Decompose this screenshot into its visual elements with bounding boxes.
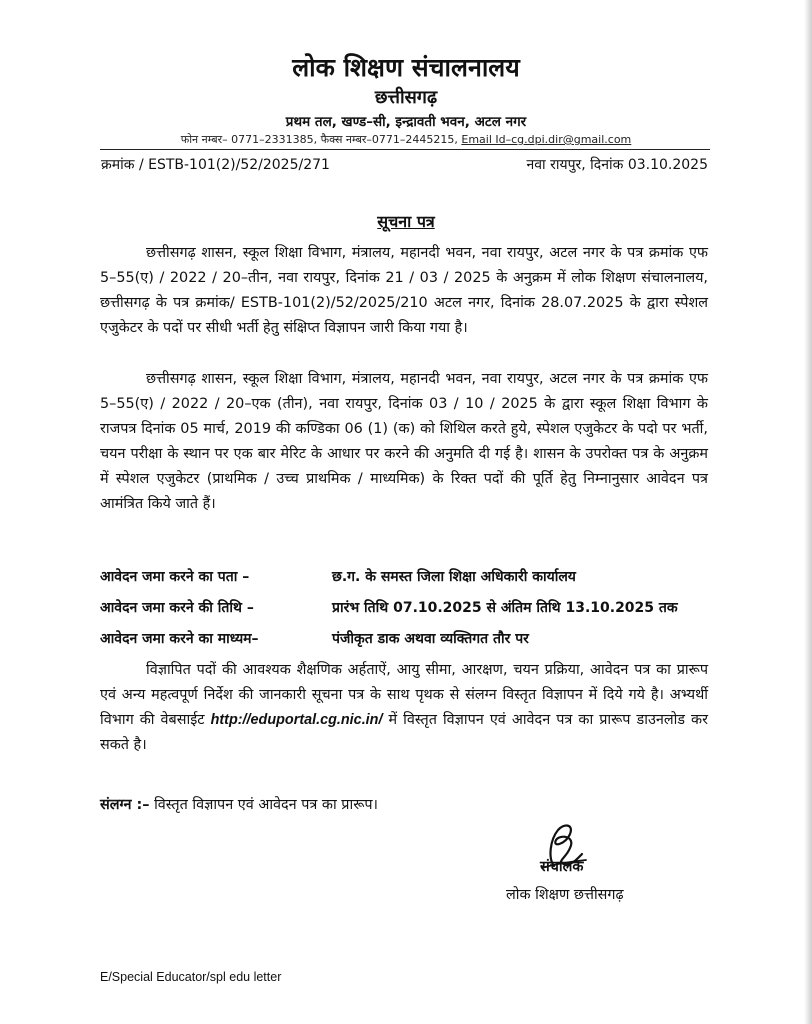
notice-title: सूचना पत्र — [377, 212, 435, 231]
reference-date: नवा रायपुर, दिनांक 03.10.2025 — [526, 157, 708, 173]
paragraph-2: छत्तीसगढ़ शासन, स्कूल शिक्षा विभाग, मंत्रालय, महानदी भवन, नवा रायपुर, अटल नगर के पत्र क्रमांक एफ 5–55(ए) / 2022 / 20–एक (तीन), नवा रायपुर, दिनांक 03 / 10 / 2025 के द्वारा स्कूल शिक्षा विभाग के राजपत्र दिनांक 05 मार्च, 2019 की कण्डिका 06 (1) (क) को शिथिल करते हुये, स्पेशल एजुकेटर के पदो पर भर्ती, चयन परीक्षा के स्थान पर एक बार मेरिट के आधार पर करने की अनुमति दी गई है। शासन के उपरोक्त पत्र के अनुक्रम में स्पेशल एजुकेटर (प्राथमिक / उच्च प्राथमिक / माध्यमिक) के रिक्त पदों की पूर्ति हेतु निम्नानुसार आवेदन पत्र आमंत्रित किये जाते हैं। — [100, 371, 708, 512]
phone-fax: फोन नम्बर– 0771–2331385, फैक्स नम्बर–0771–2445215, — [180, 133, 458, 146]
signatory-department: लोक शिक्षण छत्तीसगढ़ — [506, 887, 624, 903]
detail-value: पंजीकृत डाक अथवा व्यक्तिगत तौर पर — [332, 631, 529, 647]
paragraph-3-text-end: में विस्तृत विज्ञापन एवं आवेदन पत्र का प्रारूप डाउनलोड कर सकते है। — [100, 712, 708, 753]
signatory-designation: संचालक — [540, 859, 584, 875]
department-title: लोक शिक्षण संचालनालय — [292, 53, 520, 82]
detail-value: छ.ग. के समस्त जिला शिक्षा अधिकारी कार्यालय — [332, 569, 576, 585]
detail-label: आवेदन जमा करने का पता – — [100, 569, 250, 585]
detail-row-dates — [100, 598, 710, 622]
contact-line — [0, 132, 812, 147]
detail-label: आवेदन जमा करने का माध्यम– — [100, 631, 259, 647]
paragraph-1: छत्तीसगढ़ शासन, स्कूल शिक्षा विभाग, मंत्रालय, महानदी भवन, नवा रायपुर, अटल नगर के पत्र क्रमांक एफ 5–55(ए) / 2022 / 20–तीन, नवा रायपुर, दिनांक 21 / 03 / 2025 के अनुक्रम में लोक शिक्षण संचालनालय, छत्तीसगढ़ के पत्र क्रमांक/ ESTB-101(2)/52/2025/210 अटल नगर, दिनांक 28.07.2025 के द्वारा स्पेशल एजुकेटर के पदों पर सीधी भर्ती हेतु संक्षिप्त विज्ञापन जारी किया गया है। — [100, 245, 708, 336]
detail-label: आवेदन जमा करने की तिथि – — [100, 600, 254, 616]
header-divider — [100, 149, 710, 150]
office-address: प्रथम तल, खण्ड–सी, इन्द्रावती भवन, अटल नगर — [285, 114, 527, 130]
page-edge-shadow — [804, 0, 812, 1024]
attachment-label: संलग्न :– — [100, 797, 150, 813]
reference-number: क्रमांक / ESTB-101(2)/52/2025/271 — [101, 157, 330, 173]
paragraph-3 — [100, 658, 708, 758]
paragraph-3-text: विज्ञापित पदों की आवश्यक शैक्षणिक अर्हताऐं, आयु सीमा, आरक्षण, चयन प्रक्रिया, आवेदन पत्र का प्रारूप एवं अन्य महत्वपूर्ण निर्देश की जानकारी सूचना पत्र के साथ पृथक से संलग्न विस्तृत विज्ञापन में दिये गये है। अभ्यर्थी विभाग की वेबसाईट — [100, 662, 708, 728]
detail-value: प्रारंभ तिथि 07.10.2025 से अंतिम तिथि 13.10.2025 तक — [332, 600, 678, 616]
email-address: Email Id–cg.dpi.dir@gmail.com — [461, 133, 632, 146]
attachment-line — [100, 795, 378, 814]
file-path-footer: E/Special Educator/spl edu letter — [100, 970, 282, 984]
state-name: छत्तीसगढ़ — [374, 87, 438, 108]
website-link[interactable]: http://eduportal.cg.nic.in/ — [210, 712, 383, 728]
detail-row-mode — [100, 629, 710, 653]
detail-row-address — [100, 567, 710, 591]
attachment-text: विस्तृत विज्ञापन एवं आवेदन पत्र का प्रारूप। — [154, 797, 378, 813]
